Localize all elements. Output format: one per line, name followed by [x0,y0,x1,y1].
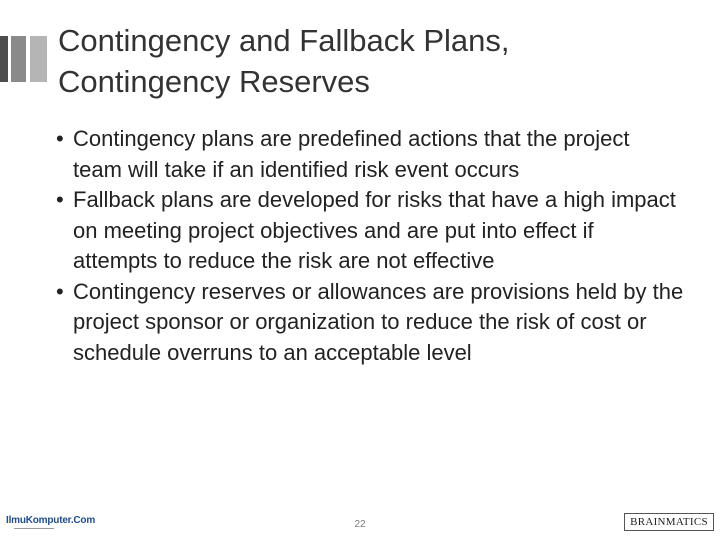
bullet-list [54,124,684,368]
title-decoration-bars [0,36,54,82]
ilmukomputer-logo [6,516,95,531]
bullet-text: Contingency plans are predefined actions that the project team will take if an identified risk event occurs [73,126,630,182]
slide-title [58,20,698,102]
slide-title-line-1: Contingency and Fallback Plans, [58,23,510,58]
bullet-marker: • [56,187,64,212]
page-number: 22 [354,519,366,530]
brainmatics-logo: BRAINMATICS [624,513,714,531]
slide-title-line-2: Contingency Reserves [58,64,370,99]
bullet-text: Contingency reserves or allowances are provisions held by the project sponsor or organization to reduce the risk of cost or schedule overruns to an acceptable level [73,278,684,365]
decor-bar-light [30,36,47,82]
logo-tagline-line-icon [14,527,54,530]
bullet-marker: • [56,278,64,304]
ilmukomputer-logo-tagline [14,526,95,531]
bullet-item [54,185,684,277]
decor-bar-mid [11,36,26,82]
ilmukomputer-logo-text: IlmuKomputer.Com [6,515,96,526]
bullet-item [54,277,684,369]
decor-bar-dark [0,36,8,82]
bullet-text: Fallback plans are developed for risks that have a high impact on meeting project objectives and are put into effect if attempts to reduce the risk are not effective [73,187,676,273]
bullet-item [54,124,684,185]
bullet-marker: • [56,126,64,151]
